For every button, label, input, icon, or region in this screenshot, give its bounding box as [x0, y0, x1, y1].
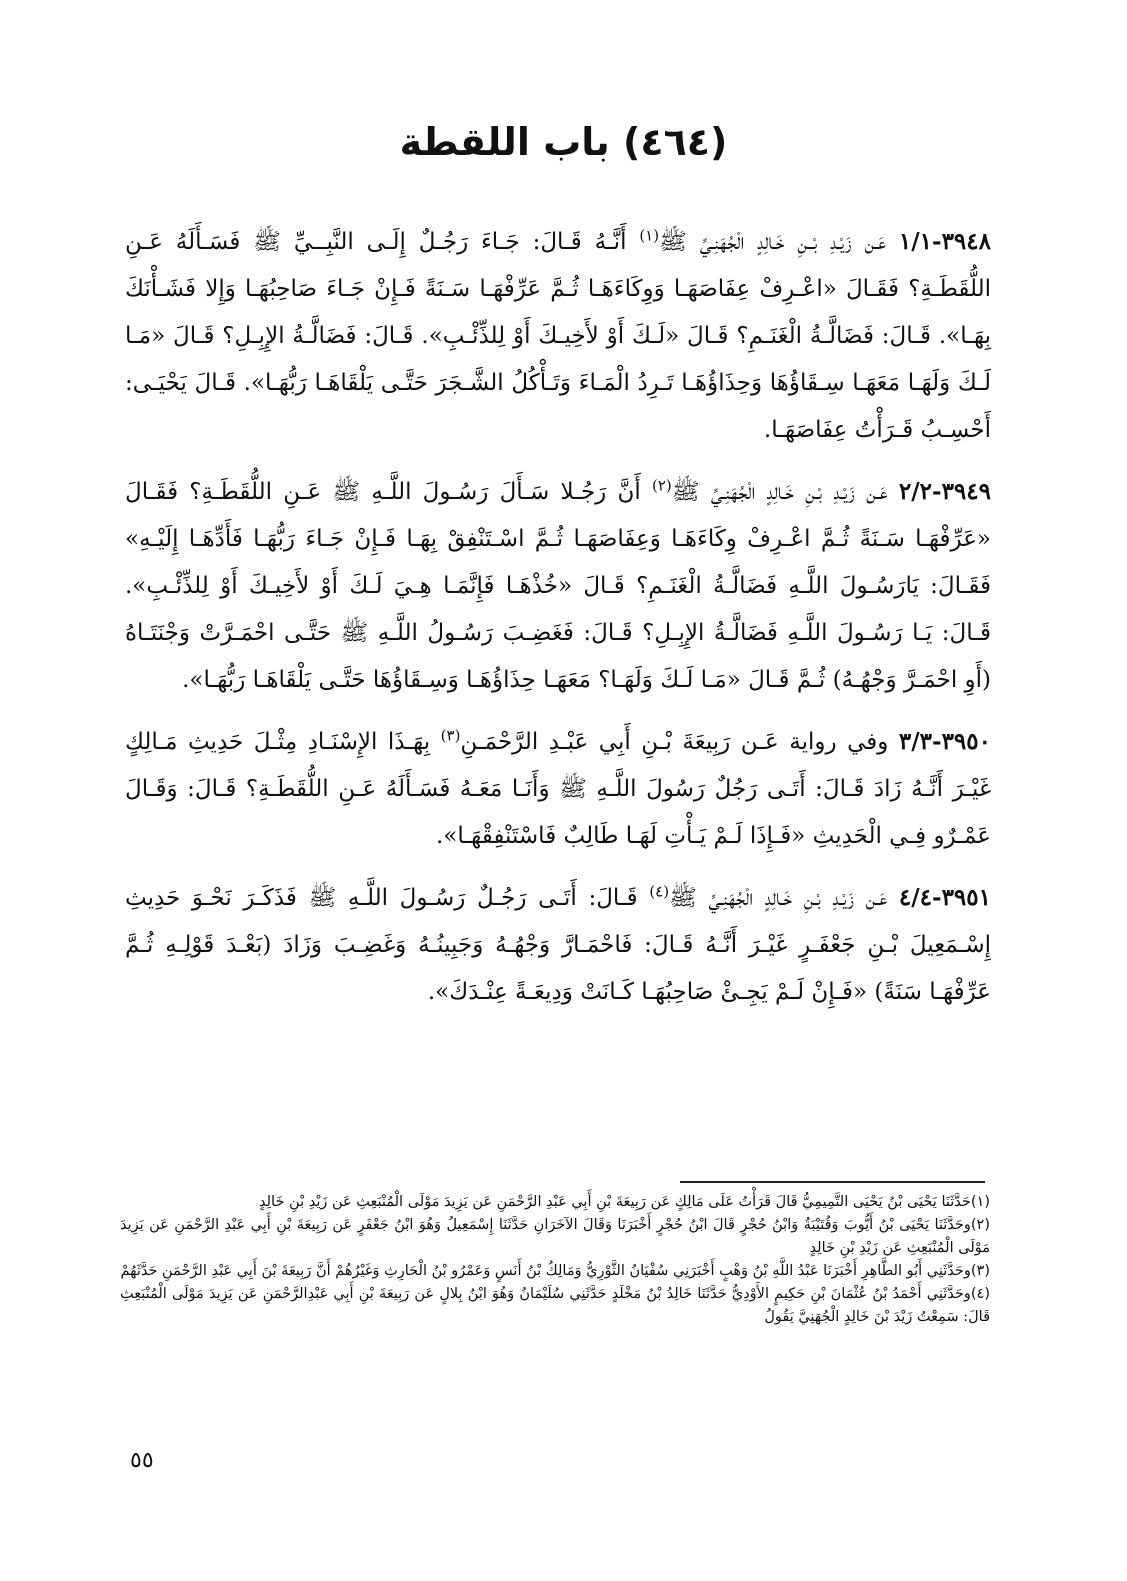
hadith-index: ٤/٤: [898, 884, 933, 911]
footnote-text: وحَدَّثَنِي أَحْمَدُ بْنُ عُثْمَانَ بْنِ حَكِيمٍ الأَوْدِيُّ حَدَّثَنَا خَالِدُ بْنُ مَخْلَدٍ حَدَّثَنِي سُلَيْمَانُ وَهُوَ ابْنُ بِلالٍ عَن رَبِيعَةَ بْنِ أَبِي عَبْدِالرَّحْمَنِ عَن يَزِيدَ مَوْلَى الْمُنْبَعِثِ قَالَ: سَمِعْتُ زَيْدَ بْنَ خَالِدٍ الْجُهَنِيَّ يَقُولُ: [120, 1286, 990, 1325]
hadith-text-start: عَـن زَيْـدِ بْـنِ خَـالِدٍ الْجُهَنِـيِّ ﷺ: [671, 479, 888, 505]
footnote-number: (٤): [970, 1286, 990, 1302]
hadith-paragraph: [125, 874, 991, 1016]
footnote-number: (٢): [970, 1217, 990, 1233]
hadith-paragraph: [125, 468, 991, 704]
hadith-text: أَنَّـهُ قَـالَ: جَـاءَ رَجُـلٌ إِلَـى النَّبِــيِّ ﷺ فَسَـأَلَهُ عَـنِ اللُّقَطَـةِ؟ فَقَـالَ «اعْـرِفْ عِفَاصَهَـا وَوِكَاءَهَـا ثُـمَّ عَرِّفْهَـا سَـنَةً فَـإِنْ جَـاءَ صَاحِبُهَـا وَإِلا فَشَـأْنَكَ بِهَـا». قَـالَ: فَضَالَّـةُ الْغَنَـمِ؟ قَـالَ «لَـكَ أَوْ لأَخِيـكَ أَوْ لِلذِّئْـبِ». قَـالَ: فَضَالَّـةُ الإِبِـلِ؟ قَـالَ «مَـا لَـكَ وَلَهَـا مَعَهَـا سِـقَاؤُهَا وَحِذَاؤُهَـا تَـرِدُ الْمَـاءَ وَتَـأْكُلُ الشَّـجَرَ حَتَّـى يَلْقَاهَـا رَبُّهَـا». قَـالَ يَحْيَـى: أَحْسِـبُ قَـرَأْتُ عِفَاصَهَـا.: [125, 229, 991, 443]
footnote-text: وحَدَّثَنَا يَحْيَى بْنُ أَيُّوبَ وَقُتَيْبَةُ وَابْنُ حُجْرٍ قَالَ ابْنُ حُجْرٍ أَخْبَرَنَا وَقَالَ الآخَرَانِ حَدَّثَنَا إِسْمَعِيلُ وَهُوَ ابْنُ جَعْفَرٍ عَن رَبِيعَةَ بْنِ أَبِي عَبْدِ الرَّحْمَنِ عَن يَزِيدَ مَوْلَى الْمُنْبَعِثِ عَن زَيْدِ بْنِ خَالِدٍ: [120, 1217, 990, 1256]
hadith-list: [125, 218, 991, 1030]
footnote-text: وحَدَّثَنِي أَبُو الطَّاهِرِ أَخْبَرَنَا عَبْدُ اللَّهِ بْنُ وَهْبٍ أَخْبَرَنِي سُفْيَانُ الثَّوْرِيُّ وَمَالِكُ بْنُ أَنَسٍ وَعَمْرُو بْنُ الْحَارِثِ وَغَيْرُهُمْ أَنَّ رَبِيعَةَ بْنَ أَبِي عَبْدِ الرَّحْمَنِ حَدَّثَهُمْ: [120, 1263, 971, 1279]
footnote-number: (١): [970, 1194, 990, 1210]
footnote-number: (٣): [970, 1263, 990, 1279]
footnote-reference: (٤): [649, 882, 670, 901]
hadith-number: ٣٩٤٩-: [932, 478, 991, 505]
footnote-reference: (٣): [440, 726, 461, 745]
footnote-divider: [680, 1181, 985, 1183]
hadith-text: أَنَّ رَجُـلا سَـأَلَ رَسُـولَ اللَّـهِ ﷺ عَـنِ اللُّقَطَـةِ؟ فَقَـالَ «عَرِّفْهَـا سَـنَةً ثُـمَّ اعْـرِفْ وِكَاءَهَـا وَعِفَاصَهَـا ثُـمَّ اسْـتَنْفِقْ بِهَـا فَـإِنْ جَـاءَ رَبُّهَـا فَأَدِّهَـا إِلَيْـهِ» فَقَـالَ: يَارَسُـولَ اللَّـهِ فَضَالَّـةُ الْغَنَـمِ؟ قَـالَ «خُذْهَـا فَإِنَّمَـا هِـيَ لَـكَ أَوْ لأَخِيـكَ أَوْ لِلذِّئْـبِ». قَـالَ: يَـا رَسُـولَ اللَّـهِ فَضَالَّـةُ الإِبِـلِ؟ قَـالَ: فَغَضِـبَ رَسُـولُ اللَّـهِ ﷺ حَتَّـى احْمَـرَّتْ وَجْنَتَـاهُ (أَوِ احْمَـرَّ وَجْهُـهُ) ثُـمَّ قَـالَ «مَـا لَـكَ وَلَهَـا؟ مَعَهَـا حِذَاؤُهَـا وَسِـقَاؤُهَا حَتَّـى يَلْقَاهَـا رَبُّهَـا».: [125, 479, 991, 693]
footnotes: [120, 1191, 990, 1329]
hadith-index: ٢/٢: [898, 478, 933, 505]
hadith-text-start: عَـن زَيْـدِ بْــنِ خَـالِدٍ الْجُهَنِـيِّ ﷺ: [659, 229, 887, 255]
footnote-reference: (٢): [651, 476, 672, 495]
hadith-paragraph: [125, 718, 991, 860]
page-number: ٥٥: [130, 1448, 154, 1473]
hadith-index: ٣/٣: [898, 728, 933, 755]
hadith-text: قَـالَ: أَتَـى رَجُـلٌ رَسُـولَ اللَّـهِ ﷺ فَذَكَـرَ نَحْـوَ حَدِيثِ إِسْـمَعِيلَ بْـنِ جَعْفَـرٍ غَيْـرَ أَنَّـهُ قَـالَ: فَاحْمَـارَّ وَجْهُـهُ وَجَبِينُـهُ وَغَضِـبَ وَزَادَ (بَعْـدَ قَوْلِـهِ ثُـمَّ عَرِّفْهَـا سَنَةً) «فَـإِنْ لَـمْ يَجِـئْ صَاحِبُهَـا كَـانَتْ وَدِيعَـةً عِنْـدَكَ».: [125, 885, 991, 1005]
footnote: [120, 1191, 990, 1214]
hadith-paragraph: [125, 218, 991, 454]
footnote-reference: (١): [639, 226, 660, 245]
footnote: [120, 1260, 990, 1283]
hadith-text-start: عَـن زَيْـدِ بْـنِ خَـالِدٍ الْجُهَنِـيِّ ﷺ: [669, 885, 888, 911]
chapter-title: (٤٦٤) باب اللقطة: [399, 120, 728, 164]
footnote: [120, 1283, 990, 1329]
footnote-text: حَدَّثَنَا يَحْيَى بْنُ يَحْيَى التَّمِيمِيُّ قَالَ قَرَأْتُ عَلَى مَالِكٍ عَن رَبِيعَةَ بْنِ أَبِي عَبْدِ الرَّحْمَنِ عَن يَزِيدَ مَوْلَى الْمُنْبَعِثِ عَن زَيْدِ بْنِ خَالِدٍ: [259, 1194, 971, 1210]
footnote: [120, 1214, 990, 1260]
hadith-number: ٣٩٤٨-: [932, 228, 991, 255]
hadith-text-start: وفي رواية عَـن رَبِيعَةَ بْـنِ أَبِي عَبْـدِ الرَّحْمَـنِ: [460, 729, 889, 755]
hadith-index: ١/١: [898, 228, 933, 255]
hadith-text: بِهَـذَا الإِسْنَـادِ مِثْـلَ حَدِيثِ مَـالِكٍ غَيْـرَ أَنَّـهُ زَادَ قَـالَ: أَتَـى رَجُلٌ رَسُولَ اللَّـهِ ﷺ وَأَنَـا مَعَـهُ فَسَـأَلَهُ عَـنِ اللُّقَطَـةِ؟ قَـالَ: وَقَـالَ عَمْـرٌو فِـي الْحَدِيثِ «فَـإِذَا لَـمْ يَـأْتِ لَهَـا طَالِبٌ فَاسْتَنْفِقْهَـا».: [125, 729, 991, 849]
hadith-number: ٣٩٥١-: [932, 884, 991, 911]
hadith-number: ٣٩٥٠-: [932, 728, 991, 755]
